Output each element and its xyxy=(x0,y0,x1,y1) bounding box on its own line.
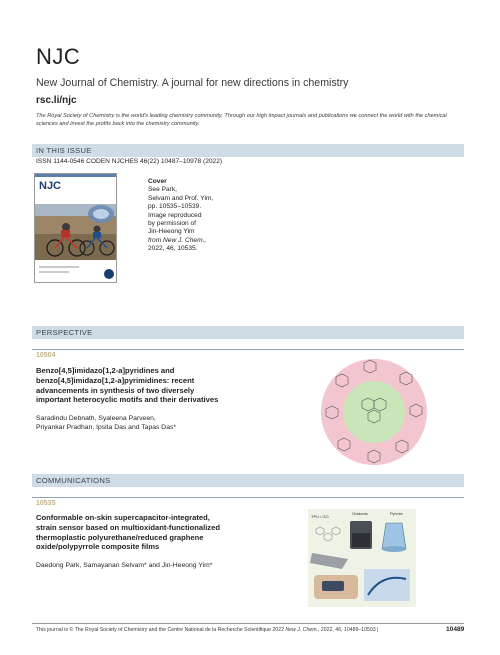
cover-caption-line: by permission of xyxy=(148,220,197,228)
article-title[interactable] xyxy=(36,513,276,552)
section-label: COMMUNICATIONS xyxy=(36,476,111,485)
author-line: Saradindu Debnath, Syaleena Parveen, xyxy=(36,415,156,422)
cover-caption-line: Selvam and Prof. Yim, xyxy=(148,194,214,202)
cover-caption-heading: Cover xyxy=(148,178,167,185)
cover-thumbnail[interactable] xyxy=(34,173,117,283)
journal-abbreviation: NJC xyxy=(36,44,81,69)
title-line: Conformable on-skin supercapacitor-integrated, xyxy=(36,513,210,522)
title-line: strain sensor based on multioxidant-functionalized xyxy=(36,522,220,532)
cover-caption-line: from New J. Chem., xyxy=(148,236,207,244)
cover-caption xyxy=(148,178,248,254)
section-divider xyxy=(32,349,464,350)
section-label: PERSPECTIVE xyxy=(36,328,93,337)
issn-line: ISSN 1144-0546 CODEN NJCHES 46(22) 10487–10978 (2022) xyxy=(36,158,223,165)
section-label: IN THIS ISSUE xyxy=(36,146,92,155)
article-authors xyxy=(36,414,276,432)
communication-toc-graphic[interactable] xyxy=(308,509,416,607)
footer-citation: , 2022, 46, 10489–10503 | xyxy=(318,627,379,633)
title-line: advancements in synthesis of two diversely xyxy=(36,385,195,395)
title-line: important heterocyclic motifs and their derivatives xyxy=(36,395,219,405)
journal-intro-text: The Royal Society of Chemistry is the world's leading chemistry community. Through our high impact journals and publications we connect the world with the chemical sciences and invest the profits back into the chemistry community. xyxy=(36,113,447,127)
footer-journal: New J. Chem. xyxy=(285,627,318,633)
article-page-number[interactable]: 10504 xyxy=(36,352,56,359)
section-divider xyxy=(32,497,464,498)
title-line: benzo[4,5]imidazo[1,2-a]pyrimidines: recent xyxy=(36,375,195,385)
footer-text: This journal is © The Royal Society of Chemistry and the Centre National de la Recherche Scientifique 2022 xyxy=(36,627,284,633)
author-line: Priyankar Pradhan, Ipsita Das and Tapas Das* xyxy=(36,424,177,431)
article-authors xyxy=(36,561,276,570)
journal-url-link[interactable]: rsc.li/njc xyxy=(36,95,77,106)
cover-caption-line: Image reproduced xyxy=(148,211,202,219)
cover-top-strip xyxy=(35,174,117,177)
cover-image xyxy=(35,196,117,283)
page-footer xyxy=(36,627,466,633)
graphic-label-oxidants: Oxidants xyxy=(352,511,368,516)
graphic-label-tpu-go: TPU / GO xyxy=(311,514,329,519)
cover-caption-line: pp. 10535–10539. xyxy=(148,203,202,211)
title-line: Benzo[4,5]imidazo[1,2-a]pyridines and xyxy=(36,366,175,375)
cover-caption-line: 2022, 46, 10535. xyxy=(148,245,198,253)
footer-divider xyxy=(32,623,464,624)
cover-caption-line: Jin-Heeong Yim xyxy=(148,228,195,236)
author-line: Daedong Park, Samayanan Selvam* and Jin-Heeong Yim* xyxy=(36,562,213,569)
title-line: oxide/polypyrrole composite films xyxy=(36,542,160,552)
section-bar-in-this-issue xyxy=(32,144,464,157)
section-bar-perspective xyxy=(32,326,464,339)
cover-title: NJC xyxy=(39,180,62,192)
perspective-toc-graphic[interactable] xyxy=(314,357,434,467)
article-page-number[interactable]: 10535 xyxy=(36,500,56,507)
section-bar-communications xyxy=(32,474,464,487)
page-number: 10489 xyxy=(446,626,465,633)
cover-caption-line: See Park, xyxy=(148,186,177,194)
article-title[interactable] xyxy=(36,366,276,405)
title-line: thermoplastic polyurethane/reduced graphene xyxy=(36,532,204,542)
graphic-label-pyrrole: Pyrrole xyxy=(390,511,403,516)
journal-subtitle: New Journal of Chemistry. A journal for new directions in chemistry xyxy=(36,77,349,89)
